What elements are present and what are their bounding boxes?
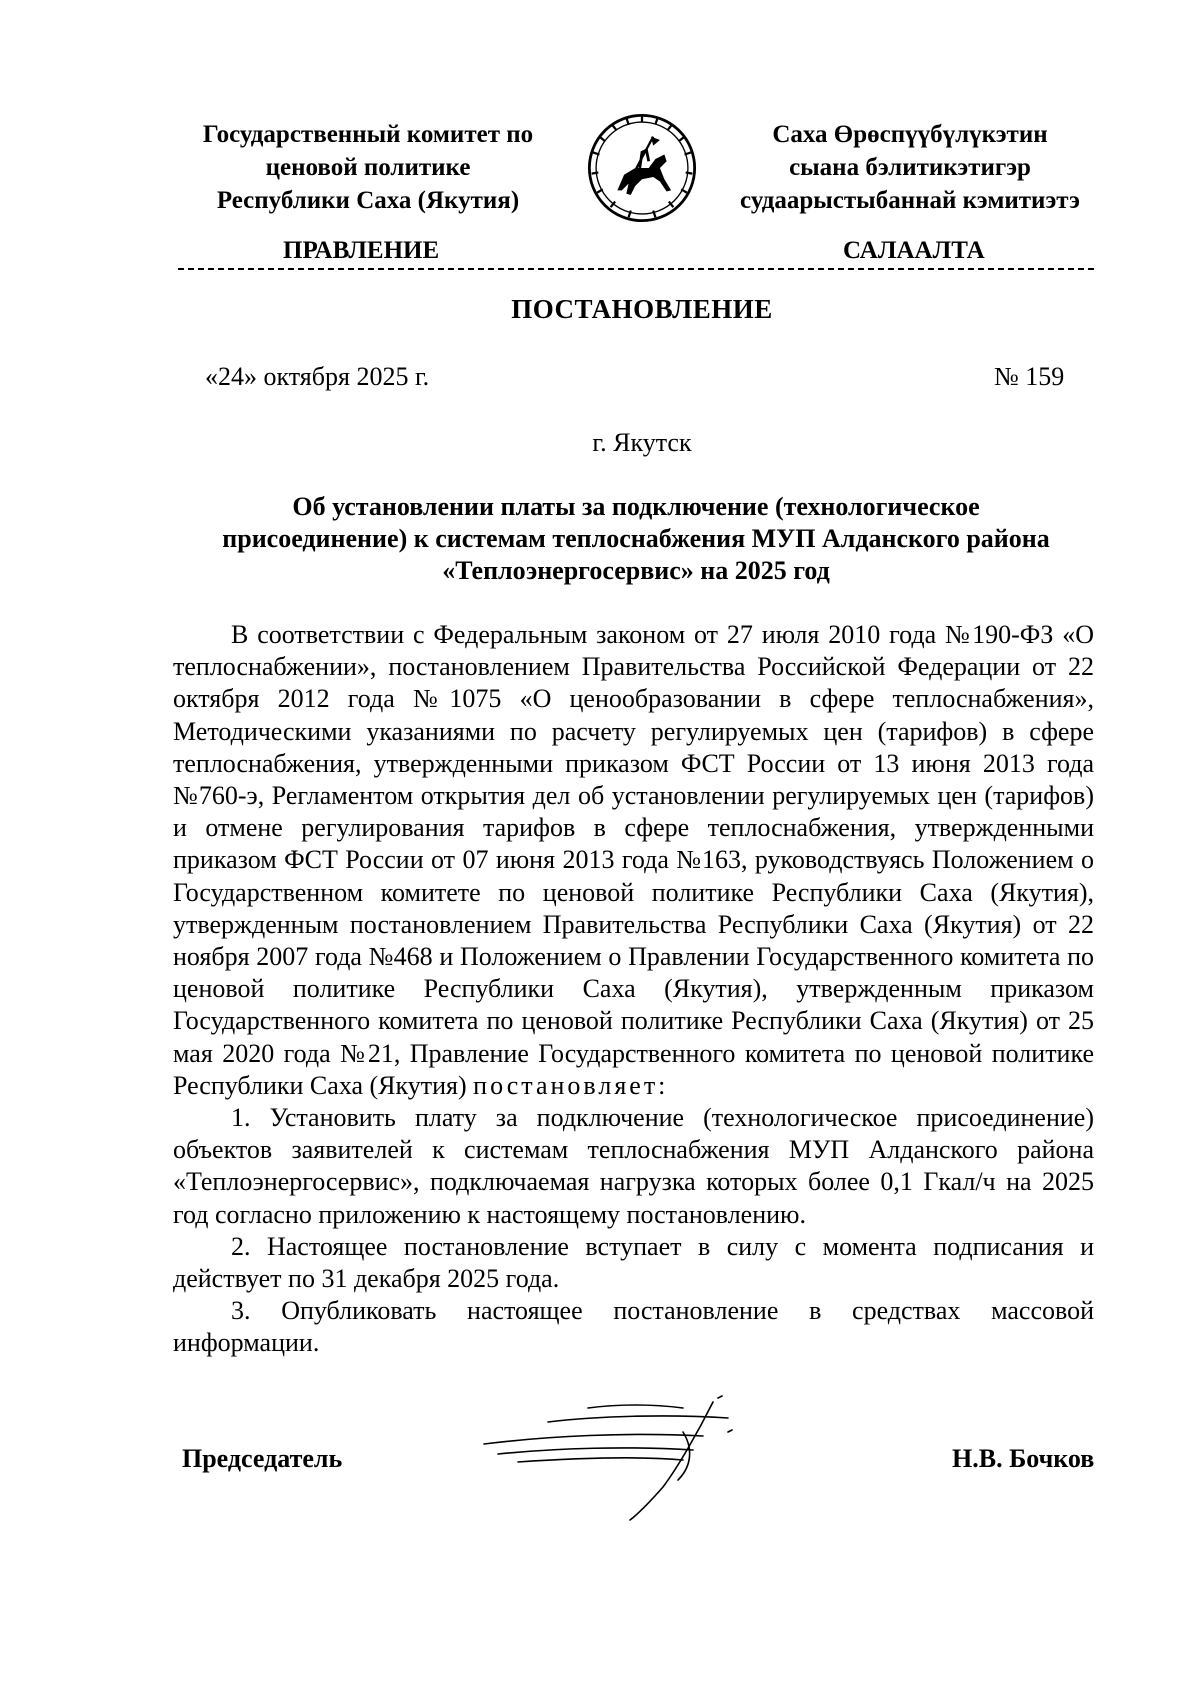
resolves-word: постановляет:: [473, 1070, 669, 1100]
preamble-text: В соответствии с Федеральным законом от 27 июля 2010 года №190-ФЗ «О теплоснабжении», постановлением Правительства Российской Федерации от 22 октября 2012 года №1075 «О ценообразовании в сфере теплоснабжения», Методическими указаниями по расчету регулируемых цен (тарифов) в сфере теплоснабжения, утвержденными приказом ФСТ России от 13 июня 2013 года №760-э, Регламентом открытия дел об установлении регулируемых цен (тарифов) и отмене регулирования тарифов в сфере теплоснабжения, утвержденными приказом ФСТ России от 07 июня 2013 года №163, руководствуясь Положением о Государственном комитете по ценовой политике Республики Саха (Якутия), утвержденным постановлением Правительства Республики Саха (Якутия) от 22 ноября 2007 года №468 и Положением о Правлении Государственного комитета по ценовой политике Республики Саха (Якутия), утвержденным приказом Государственного комитета по ценовой политике Республики Саха (Якутия) от 25 мая 2020 года №21, Правление Государственного комитета по ценовой политике Республики Саха (Якутия): [173, 620, 1094, 1100]
board-label-russian: ПРАВЛЕНИЕ: [283, 237, 440, 264]
committee-name-sakha: [720, 118, 1100, 217]
subject-line: присоединение) к системам теплоснабжения МУП Алданского района: [222, 524, 1050, 553]
committee-name-line: Государственный комитет по: [202, 121, 534, 148]
document-body: [173, 619, 1094, 1360]
coat-of-arms-emblem: [586, 112, 698, 224]
committee-name-line: судаарыстыбаннай кэмитиэтэ: [740, 187, 1080, 214]
committee-name-russian: [178, 118, 558, 217]
committee-name-line: ценовой политике: [265, 154, 471, 181]
preamble-paragraph: [173, 619, 1094, 1102]
resolution-item: 2. Настоящее постановление вступает в силу с момента подписания и действует по 31 декабря 2025 года.: [173, 1231, 1094, 1294]
document-number: № 159: [994, 362, 1065, 391]
board-label-sakha: САЛААЛТА: [843, 237, 985, 264]
resolution-item: 1. Установить плату за подключение (технологическое присоединение) объектов заявителей к системам теплоснабжения МУП Алданского района «Теплоэнергосервис», подключаемая нагрузка которых более 0,1 Гкал/ч на 2025 год согласно приложению к настоящему постановлению.: [173, 1103, 1094, 1229]
committee-name-line: Саха Өрөспүүбүлүкэтин: [772, 121, 1048, 148]
header-divider: [178, 268, 1094, 270]
committee-name-line: сыана бэлитикэтигэр: [789, 154, 1031, 181]
resolution-item: 3. Опубликовать настоящее постановление в средствах массовой информации.: [173, 1296, 1094, 1358]
document-type-title: ПОСТАНОВЛЕНИЕ: [511, 294, 773, 324]
document-city: г. Якутск: [592, 428, 692, 457]
document-subject: [178, 491, 1094, 587]
signatory-name: Н.В. Бочков: [952, 1444, 1095, 1473]
signatory-position: Председатель: [182, 1444, 343, 1473]
subject-line: «Теплоэнергосервис» на 2025 год: [442, 556, 830, 585]
subject-line: Об установлении платы за подключение (технологическое: [292, 492, 980, 521]
committee-name-line: Республики Саха (Якутия): [216, 187, 520, 214]
document-date: «24» октября 2025 г.: [205, 362, 430, 391]
handwritten-signature: [478, 1392, 778, 1522]
